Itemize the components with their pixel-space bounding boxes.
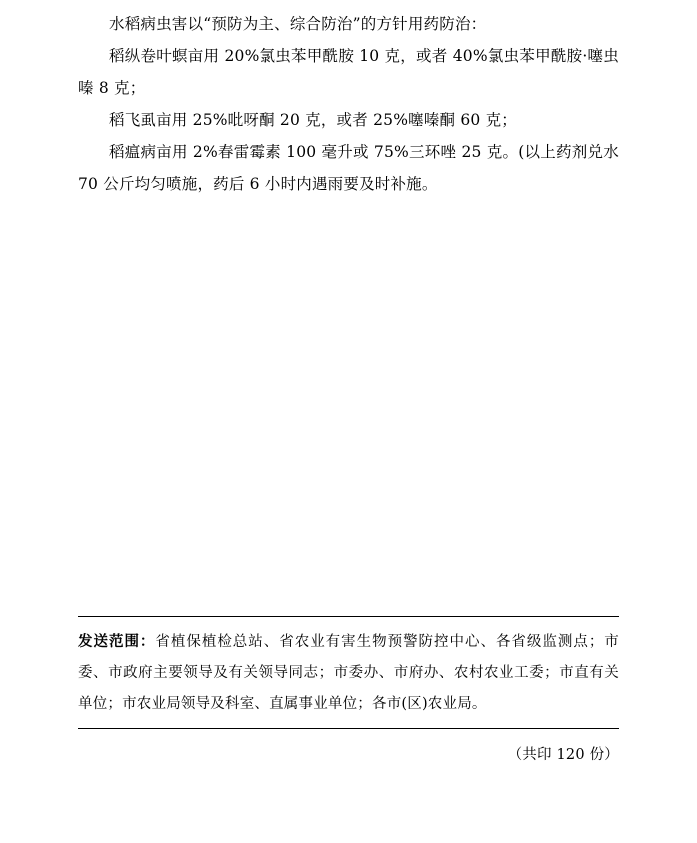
document-footer (78, 616, 619, 769)
paragraph-leaf-roller: 稻纵卷叶螟亩用 20%氯虫苯甲酰胺 10 克，或者 40%氯虫苯甲酰胺·噻虫嗪 8 克； (78, 47, 619, 97)
footer-divider-bottom (78, 728, 619, 729)
distribution-scope (78, 626, 619, 720)
paragraph-rice-blast: 稻瘟病亩用 2%春雷霉素 100 毫升或 75%三环唑 25 克。(以上药剂兑水 70 公斤均匀喷施，药后 6 小时内遇雨要及时补施。 (78, 143, 619, 193)
distribution-text: 省植保植检总站、省农业有害生物预警防控中心、各省级监测点；市委、市政府主要领导及有关领导同志；市委办、市府办、农村农业工委；市直有关单位；市农业局领导及科室、直属事业单位；各市(区)农业局。 (78, 634, 620, 712)
footer-divider-top (78, 616, 619, 617)
paragraph-intro: 水稻病虫害以“预防为主、综合防治”的方针用药防治： (109, 15, 487, 33)
paragraph-planthopper: 稻飞虱亩用 25%吡呀酮 20 克，或者 25%噻嗪酮 60 克； (109, 111, 518, 129)
distribution-label: 发送范围： (78, 633, 156, 650)
print-count: （共印 120 份） (507, 747, 619, 763)
document-body (78, 0, 619, 200)
